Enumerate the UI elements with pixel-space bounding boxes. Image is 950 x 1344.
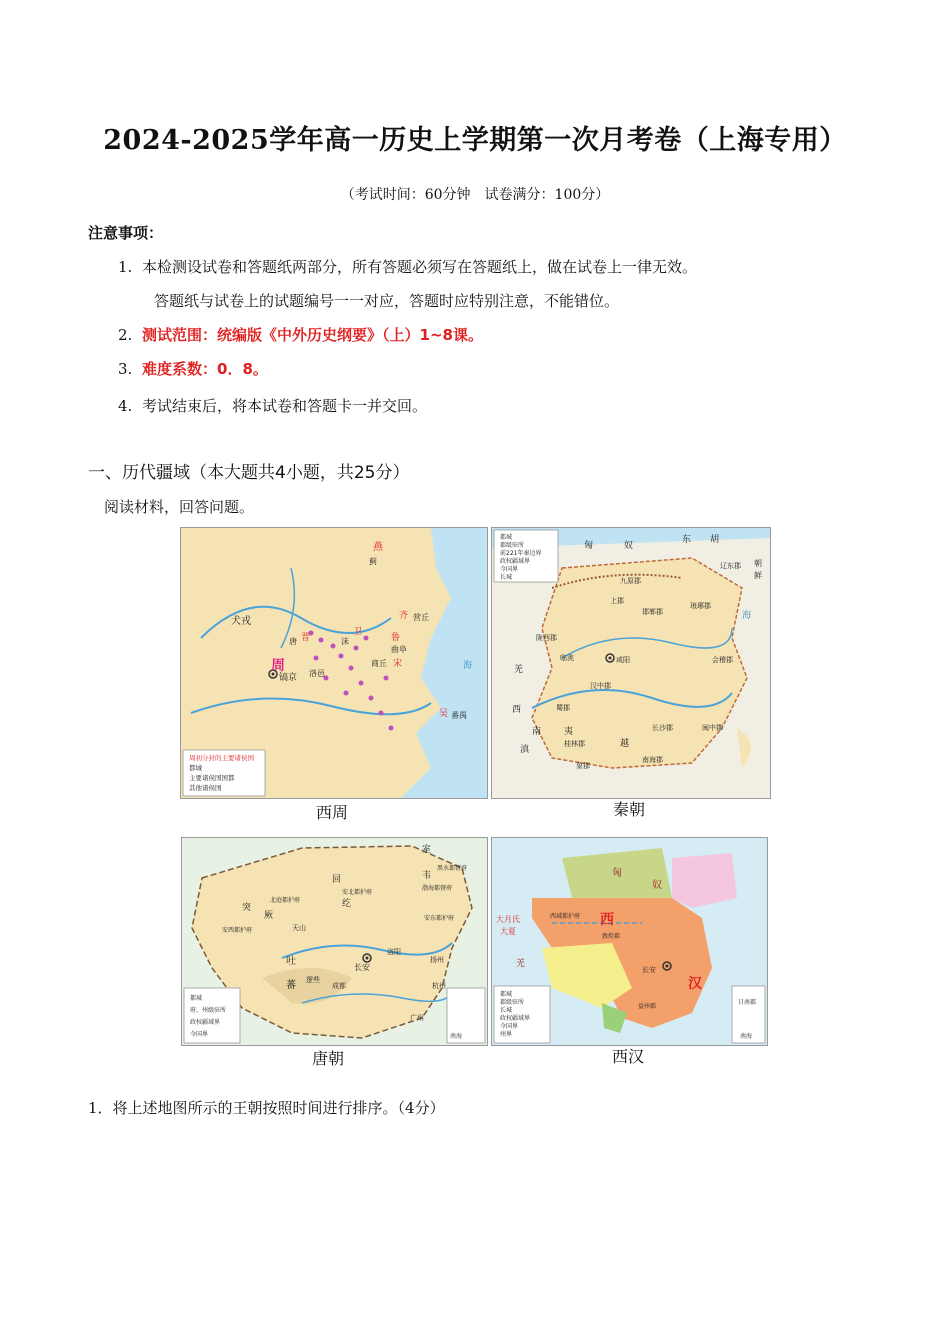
notice-item-1-cont: 答题纸与试卷上的试题编号一一对应，答题时应特别注意，不能错位。	[154, 292, 620, 310]
map-xizhou	[180, 527, 488, 799]
map-xizhou-svg	[181, 528, 487, 798]
map-label: 长沙郡	[652, 724, 673, 732]
map-label: 吐	[286, 956, 296, 967]
map-label: 琅琊郡	[690, 602, 711, 610]
map-label: 突	[242, 903, 252, 913]
map-label: 日南郡	[738, 999, 757, 1006]
map-label: 营丘	[413, 613, 429, 622]
map-label: 滇	[520, 745, 530, 755]
map-caption-tang: 唐朝	[312, 1049, 345, 1068]
map-label: 咸阳	[616, 656, 630, 664]
legend-item: 长城	[500, 574, 513, 581]
legend-item: 郡级驻所	[500, 999, 525, 1006]
legend-item: 其他诸侯国	[189, 784, 222, 792]
map-label: 长安	[642, 966, 656, 974]
map-label: 西	[512, 705, 522, 715]
map-label: 北庭都护府	[270, 897, 301, 904]
map-label: 临洮	[560, 654, 574, 662]
section-heading: 一、历代疆域（本大题共4小题，共25分）	[88, 463, 410, 483]
map-label: 长安	[354, 963, 370, 972]
map-label: 上郡	[610, 597, 624, 605]
legend-item: 周初分封的主要诸侯国	[189, 754, 254, 762]
map-label: 唐	[289, 637, 297, 646]
notice-item-4: 4. 考试结束后，将本试卷和答题卡一并交回。	[118, 397, 428, 415]
legend-item: 今国界	[500, 566, 519, 573]
map-label: 卫	[353, 627, 363, 637]
legend-item: 前221年秦边界	[500, 550, 542, 557]
map-label: 天山	[292, 924, 306, 932]
map-label: 辽东郡	[720, 562, 741, 570]
map-label: 纥	[342, 899, 352, 909]
map-xihan	[491, 837, 768, 1046]
legend-item: 政权疆域界	[500, 1015, 531, 1022]
page-title: 2024-2025学年高一历史上学期第一次月考卷（上海专用）	[103, 125, 847, 156]
map-label: 沫	[341, 637, 349, 646]
map-label: 羌	[516, 959, 526, 969]
map-label: 商丘	[371, 659, 387, 668]
map-label: 汉中郡	[590, 682, 611, 690]
map-xihan-svg	[492, 838, 767, 1045]
map-label: 南海	[450, 1033, 463, 1040]
legend-item: 都城	[500, 991, 513, 998]
legend-item: 政权疆域界	[190, 1019, 221, 1026]
map-label: 海	[742, 611, 752, 621]
map-label: 宋	[393, 659, 403, 669]
map-label: 犬戎	[231, 616, 251, 627]
notice-item-3: 3. 难度系数：0．8。	[118, 360, 268, 378]
map-label: 黑水都督府	[437, 865, 468, 872]
legend-item: 都城	[189, 764, 202, 772]
legend-item: 今国界	[190, 1031, 209, 1038]
map-label: 韦	[422, 871, 432, 881]
legend-item: 都城	[500, 534, 513, 541]
legend-item: 府、州级驻所	[190, 1007, 227, 1014]
map-label: 东	[682, 535, 692, 545]
map-label: 西	[600, 912, 614, 928]
map-label: 朝	[754, 559, 762, 568]
map-qin-svg	[492, 528, 770, 798]
map-label: 胡	[710, 535, 720, 545]
map-label: 邯郸郡	[642, 608, 663, 616]
map-label: 鲜	[754, 571, 762, 580]
map-label: 西域都护府	[550, 913, 581, 920]
question-1: 1．将上述地图所示的王朝按照时间进行排序。（4分）	[88, 1099, 445, 1117]
legend-item: 都城	[190, 995, 203, 1002]
legend-item: 今国界	[500, 1023, 519, 1030]
map-label: 大夏	[500, 927, 516, 936]
map-label: 安东都护府	[424, 915, 455, 922]
map-label: 海	[463, 661, 473, 671]
map-label: 杭州	[432, 982, 446, 990]
map-label: 齐	[399, 611, 409, 621]
map-caption-xizhou: 西周	[316, 803, 349, 822]
map-label: 晋	[301, 633, 311, 643]
map-label: 周	[271, 658, 285, 674]
notice-heading: 注意事项：	[88, 224, 164, 242]
map-label: 汉	[688, 976, 702, 992]
map-label: 燕	[373, 542, 383, 553]
map-label: 蕃	[286, 980, 296, 991]
map-label: 成都	[332, 982, 346, 990]
map-label: 匈	[584, 541, 594, 551]
map-label: 九原郡	[620, 577, 641, 585]
map-label: 洛阳	[387, 948, 401, 956]
map-label: 厥	[264, 911, 274, 921]
map-label: 夷	[564, 727, 574, 737]
legend-item: 政权疆域界	[500, 558, 531, 565]
map-caption-xihan: 西汉	[612, 1047, 645, 1066]
map-label: 奴	[624, 541, 634, 551]
map-label: 洛邑	[309, 669, 325, 678]
map-label: 安北都护府	[342, 889, 373, 896]
exam-info: （考试时间：60分钟 试卷满分：100分）	[340, 187, 610, 203]
map-label: 匈	[612, 868, 622, 879]
map-label: 逻些	[306, 976, 320, 984]
map-tang-svg	[182, 838, 487, 1045]
map-label: 鲁	[391, 633, 401, 643]
map-label: 陇西郡	[536, 634, 557, 642]
map-label: 渤海都督府	[422, 885, 453, 892]
map-qin	[491, 527, 771, 799]
map-label: 安西都护府	[222, 927, 253, 934]
map-label: 广州	[410, 1014, 424, 1022]
map-label: 回	[332, 875, 342, 885]
map-label: 奴	[652, 880, 662, 891]
map-label: 室	[422, 845, 432, 855]
map-tang	[181, 837, 488, 1046]
notice-item-2: 2. 测试范围：统编版《中外历史纲要》（上）1~8课。	[118, 326, 483, 344]
map-label: 会稽郡	[712, 656, 733, 664]
map-caption-qin: 秦朝	[613, 800, 646, 819]
map-label: 越	[620, 739, 630, 749]
map-label: 南海	[740, 1033, 753, 1040]
map-label: 吴	[439, 709, 449, 719]
section-intro: 阅读材料，回答问题。	[104, 498, 255, 516]
map-label: 蓟	[369, 557, 377, 566]
legend-item: 主要诸侯国国都	[189, 774, 235, 782]
map-label: 镐京	[279, 673, 298, 683]
map-label: 曲阜	[391, 645, 407, 654]
notice-item-1: 1. 本检测设试卷和答题纸两部分，所有答题必须写在答题纸上，做在试卷上一律无效。	[118, 258, 698, 276]
legend-item: 郡级驻所	[500, 542, 525, 549]
legend-item: 州界	[500, 1031, 513, 1038]
map-label: 益州郡	[638, 1003, 657, 1010]
map-label: 羌	[514, 665, 524, 675]
map-label: 南	[532, 727, 542, 737]
map-label: 南海郡	[642, 756, 663, 764]
map-label: 扬州	[430, 956, 444, 964]
map-label: 象郡	[576, 762, 590, 770]
legend-item: 长城	[500, 1007, 513, 1014]
map-label: 蜀郡	[556, 704, 570, 712]
map-label: 番禺	[451, 711, 467, 720]
map-label: 桂林郡	[564, 740, 585, 748]
map-label: 闽中郡	[702, 724, 723, 732]
map-label: 敦煌郡	[602, 933, 621, 940]
map-label: 大月氏	[496, 915, 520, 924]
